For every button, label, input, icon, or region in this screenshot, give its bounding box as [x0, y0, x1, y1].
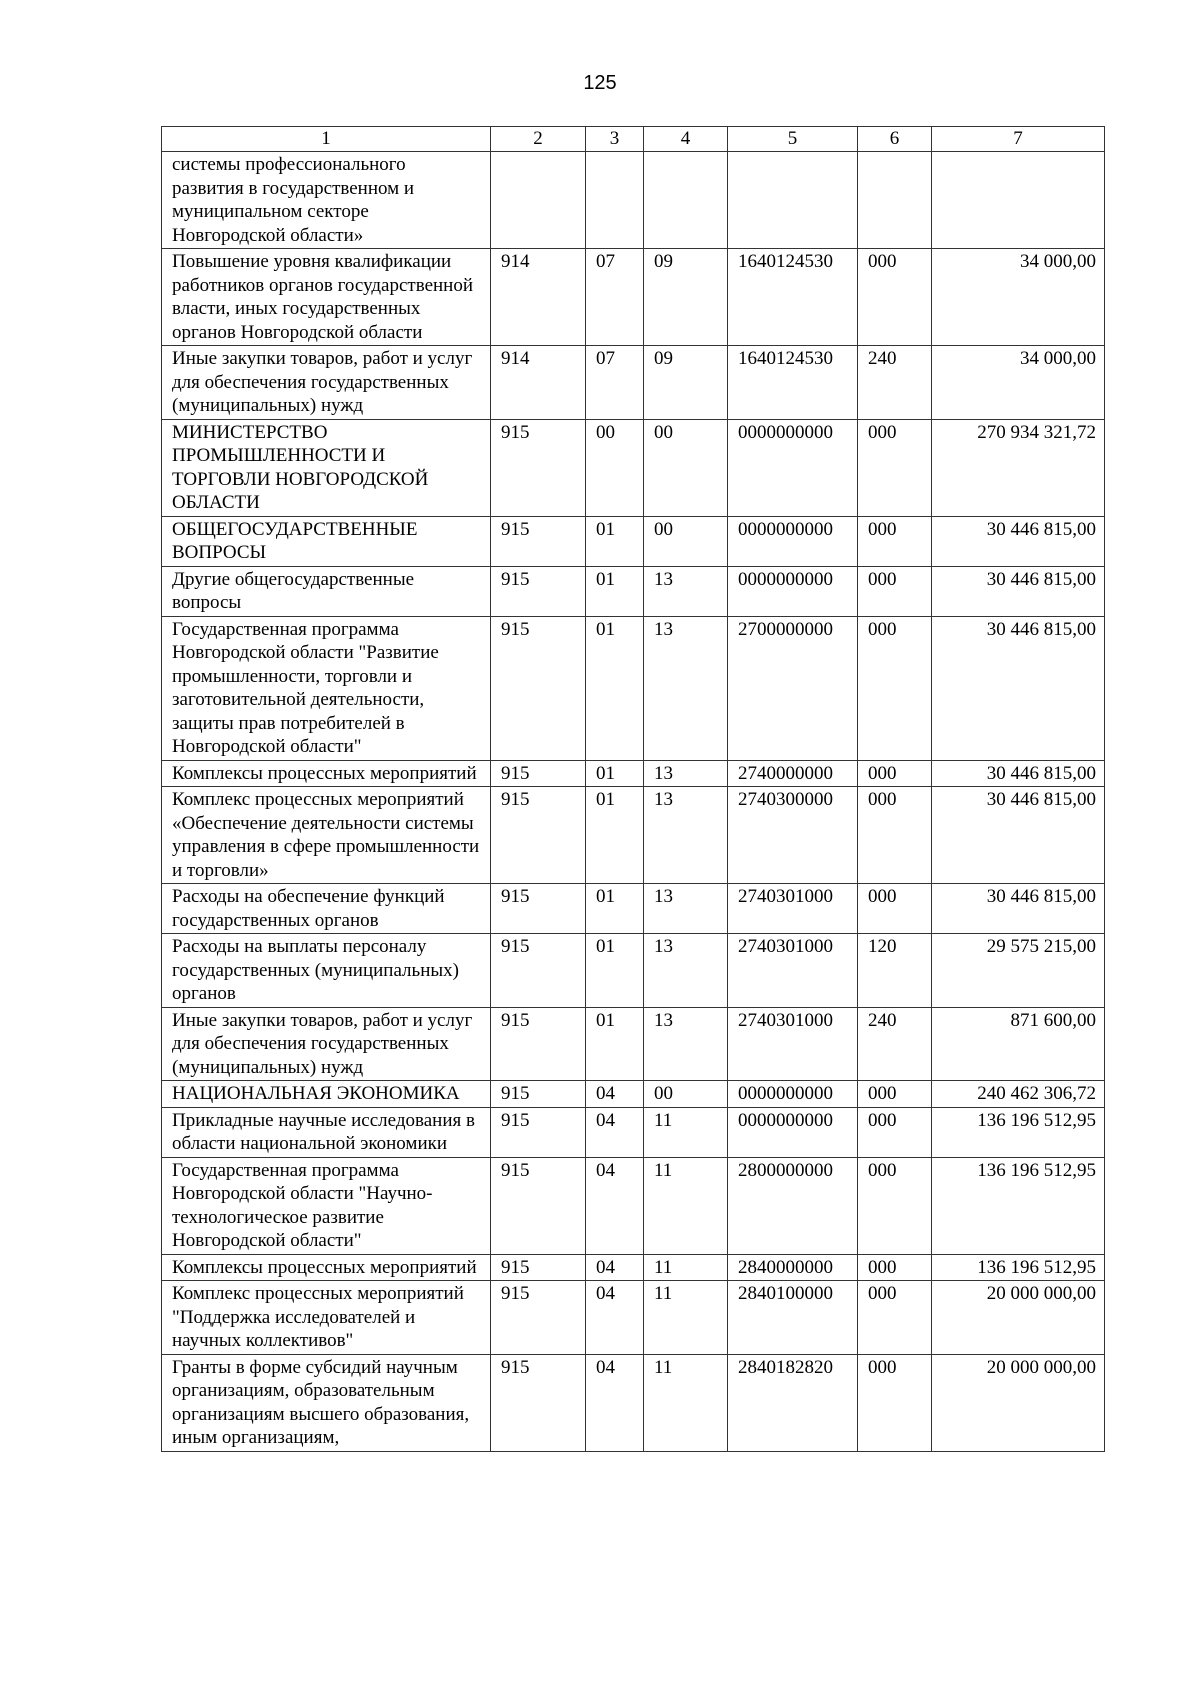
- item-name-cell: Иные закупки товаров, работ и услуг для обеспечения государственных (муниципальных) нужд: [162, 1007, 491, 1081]
- target-article-cell: 2840182820: [728, 1354, 858, 1451]
- section-code-cell: 01: [586, 760, 644, 787]
- subsection-code-cell: 00: [644, 1081, 728, 1108]
- expense-type-cell: 000: [858, 566, 932, 616]
- amount-cell: 30 446 815,00: [932, 760, 1105, 787]
- amount-cell: 270 934 321,72: [932, 419, 1105, 516]
- amount-cell: 30 446 815,00: [932, 787, 1105, 884]
- target-article-cell: 1640124530: [728, 249, 858, 346]
- budget-table: [161, 126, 1105, 1452]
- table-row: [162, 787, 1105, 884]
- item-name-cell: Комплексы процессных мероприятий: [162, 760, 491, 787]
- column-header-3: 3: [586, 127, 644, 152]
- table-row: [162, 760, 1105, 787]
- ministry-code-cell: 914: [491, 249, 586, 346]
- header-row: [162, 127, 1105, 152]
- subsection-code-cell: 13: [644, 760, 728, 787]
- table-row: [162, 566, 1105, 616]
- subsection-code-cell: 09: [644, 249, 728, 346]
- section-code-cell: 00: [586, 419, 644, 516]
- target-article-cell: [728, 152, 858, 249]
- section-code-cell: 07: [586, 249, 644, 346]
- expense-type-cell: 000: [858, 1107, 932, 1157]
- expense-type-cell: 000: [858, 1281, 932, 1355]
- amount-cell: 871 600,00: [932, 1007, 1105, 1081]
- ministry-code-cell: 915: [491, 516, 586, 566]
- section-code-cell: 04: [586, 1254, 644, 1281]
- ministry-code-cell: 915: [491, 566, 586, 616]
- section-code-cell: 04: [586, 1281, 644, 1355]
- target-article-cell: 2800000000: [728, 1157, 858, 1254]
- subsection-code-cell: 13: [644, 934, 728, 1008]
- subsection-code-cell: 11: [644, 1254, 728, 1281]
- target-article-cell: 0000000000: [728, 516, 858, 566]
- expense-type-cell: 000: [858, 787, 932, 884]
- subsection-code-cell: 13: [644, 616, 728, 760]
- amount-cell: 29 575 215,00: [932, 934, 1105, 1008]
- amount-cell: 240 462 306,72: [932, 1081, 1105, 1108]
- target-article-cell: 0000000000: [728, 419, 858, 516]
- table-row: [162, 516, 1105, 566]
- section-code-cell: 04: [586, 1354, 644, 1451]
- ministry-code-cell: 915: [491, 1007, 586, 1081]
- section-code-cell: 01: [586, 934, 644, 1008]
- item-name-cell: Комплексы процессных мероприятий: [162, 1254, 491, 1281]
- item-name-cell: НАЦИОНАЛЬНАЯ ЭКОНОМИКА: [162, 1081, 491, 1108]
- target-article-cell: 0000000000: [728, 1107, 858, 1157]
- amount-cell: 20 000 000,00: [932, 1281, 1105, 1355]
- ministry-code-cell: 915: [491, 1354, 586, 1451]
- expense-type-cell: 240: [858, 346, 932, 420]
- subsection-code-cell: 09: [644, 346, 728, 420]
- ministry-code-cell: 915: [491, 1081, 586, 1108]
- amount-cell: 34 000,00: [932, 249, 1105, 346]
- target-article-cell: 2700000000: [728, 616, 858, 760]
- ministry-code-cell: 915: [491, 616, 586, 760]
- section-code-cell: 01: [586, 516, 644, 566]
- target-article-cell: 2740301000: [728, 1007, 858, 1081]
- ministry-code-cell: 915: [491, 1281, 586, 1355]
- subsection-code-cell: 00: [644, 419, 728, 516]
- item-name-cell: Расходы на обеспечение функций государственных органов: [162, 884, 491, 934]
- expense-type-cell: 000: [858, 1354, 932, 1451]
- ministry-code-cell: 915: [491, 884, 586, 934]
- table-row: [162, 1354, 1105, 1451]
- target-article-cell: 2740300000: [728, 787, 858, 884]
- subsection-code-cell: 13: [644, 884, 728, 934]
- table-row: [162, 346, 1105, 420]
- section-code-cell: 01: [586, 1007, 644, 1081]
- amount-cell: 136 196 512,95: [932, 1157, 1105, 1254]
- section-code-cell: 01: [586, 616, 644, 760]
- ministry-code-cell: 915: [491, 934, 586, 1008]
- column-header-1: 1: [162, 127, 491, 152]
- target-article-cell: 2840000000: [728, 1254, 858, 1281]
- subsection-code-cell: 00: [644, 516, 728, 566]
- target-article-cell: 1640124530: [728, 346, 858, 420]
- subsection-code-cell: 11: [644, 1107, 728, 1157]
- item-name-cell: Другие общегосударственные вопросы: [162, 566, 491, 616]
- item-name-cell: Иные закупки товаров, работ и услуг для обеспечения государственных (муниципальных) нужд: [162, 346, 491, 420]
- ministry-code-cell: 915: [491, 787, 586, 884]
- subsection-code-cell: 11: [644, 1354, 728, 1451]
- subsection-code-cell: 13: [644, 1007, 728, 1081]
- item-name-cell: Комплекс процессных мероприятий "Поддержка исследователей и научных коллективов": [162, 1281, 491, 1355]
- table-row: [162, 1254, 1105, 1281]
- item-name-cell: МИНИСТЕРСТВО ПРОМЫШЛЕННОСТИ И ТОРГОВЛИ НОВГОРОДСКОЙ ОБЛАСТИ: [162, 419, 491, 516]
- expense-type-cell: [858, 152, 932, 249]
- expense-type-cell: 000: [858, 1254, 932, 1281]
- item-name-cell: системы профессионального развития в государственном и муниципальном секторе Новгородской области»: [162, 152, 491, 249]
- table-row: [162, 152, 1105, 249]
- section-code-cell: 07: [586, 346, 644, 420]
- table-row: [162, 249, 1105, 346]
- table-row: [162, 884, 1105, 934]
- expense-type-cell: 000: [858, 1157, 932, 1254]
- section-code-cell: 04: [586, 1157, 644, 1254]
- item-name-cell: Расходы на выплаты персоналу государственных (муниципальных) органов: [162, 934, 491, 1008]
- amount-cell: [932, 152, 1105, 249]
- ministry-code-cell: 915: [491, 1157, 586, 1254]
- subsection-code-cell: [644, 152, 728, 249]
- expense-type-cell: 000: [858, 884, 932, 934]
- amount-cell: 30 446 815,00: [932, 884, 1105, 934]
- table-body: [162, 152, 1105, 1452]
- subsection-code-cell: 11: [644, 1281, 728, 1355]
- table-row: [162, 934, 1105, 1008]
- expense-type-cell: 000: [858, 516, 932, 566]
- section-code-cell: 01: [586, 566, 644, 616]
- ministry-code-cell: 915: [491, 760, 586, 787]
- item-name-cell: Комплекс процессных мероприятий «Обеспечение деятельности системы управления в сфере промышленности и торговли»: [162, 787, 491, 884]
- expense-type-cell: 240: [858, 1007, 932, 1081]
- item-name-cell: Прикладные научные исследования в области национальной экономики: [162, 1107, 491, 1157]
- expense-type-cell: 120: [858, 934, 932, 1008]
- column-header-6: 6: [858, 127, 932, 152]
- ministry-code-cell: 915: [491, 1107, 586, 1157]
- amount-cell: 136 196 512,95: [932, 1107, 1105, 1157]
- amount-cell: 30 446 815,00: [932, 566, 1105, 616]
- expense-type-cell: 000: [858, 249, 932, 346]
- table-row: [162, 1107, 1105, 1157]
- section-code-cell: 04: [586, 1107, 644, 1157]
- ministry-code-cell: 914: [491, 346, 586, 420]
- column-header-5: 5: [728, 127, 858, 152]
- target-article-cell: 2840100000: [728, 1281, 858, 1355]
- ministry-code-cell: 915: [491, 419, 586, 516]
- table-row: [162, 1281, 1105, 1355]
- table-row: [162, 1007, 1105, 1081]
- page-number: 125: [583, 72, 617, 94]
- target-article-cell: 0000000000: [728, 1081, 858, 1108]
- column-header-7: 7: [932, 127, 1105, 152]
- target-article-cell: 2740301000: [728, 934, 858, 1008]
- table-row: [162, 1081, 1105, 1108]
- subsection-code-cell: 11: [644, 1157, 728, 1254]
- section-code-cell: [586, 152, 644, 249]
- subsection-code-cell: 13: [644, 787, 728, 884]
- expense-type-cell: 000: [858, 1081, 932, 1108]
- table-row: [162, 616, 1105, 760]
- amount-cell: 20 000 000,00: [932, 1354, 1105, 1451]
- item-name-cell: ОБЩЕГОСУДАРСТВЕННЫЕ ВОПРОСЫ: [162, 516, 491, 566]
- subsection-code-cell: 13: [644, 566, 728, 616]
- item-name-cell: Государственная программа Новгородской области "Научно-технологическое развитие Новгородской области": [162, 1157, 491, 1254]
- table-row: [162, 1157, 1105, 1254]
- target-article-cell: 2740301000: [728, 884, 858, 934]
- table-row: [162, 419, 1105, 516]
- expense-type-cell: 000: [858, 616, 932, 760]
- item-name-cell: Государственная программа Новгородской области "Развитие промышленности, торговли и заготовительной деятельности, защиты прав потребителей в Новгородской области": [162, 616, 491, 760]
- expense-type-cell: 000: [858, 419, 932, 516]
- ministry-code-cell: 915: [491, 1254, 586, 1281]
- section-code-cell: 01: [586, 884, 644, 934]
- column-header-2: 2: [491, 127, 586, 152]
- target-article-cell: 2740000000: [728, 760, 858, 787]
- item-name-cell: Повышение уровня квалификации работников органов государственной власти, иных государственных органов Новгородской области: [162, 249, 491, 346]
- amount-cell: 30 446 815,00: [932, 516, 1105, 566]
- section-code-cell: 04: [586, 1081, 644, 1108]
- ministry-code-cell: [491, 152, 586, 249]
- target-article-cell: 0000000000: [728, 566, 858, 616]
- expense-type-cell: 000: [858, 760, 932, 787]
- item-name-cell: Гранты в форме субсидий научным организациям, образовательным организациям высшего образования, иным организациям,: [162, 1354, 491, 1451]
- amount-cell: 34 000,00: [932, 346, 1105, 420]
- column-header-4: 4: [644, 127, 728, 152]
- amount-cell: 136 196 512,95: [932, 1254, 1105, 1281]
- amount-cell: 30 446 815,00: [932, 616, 1105, 760]
- section-code-cell: 01: [586, 787, 644, 884]
